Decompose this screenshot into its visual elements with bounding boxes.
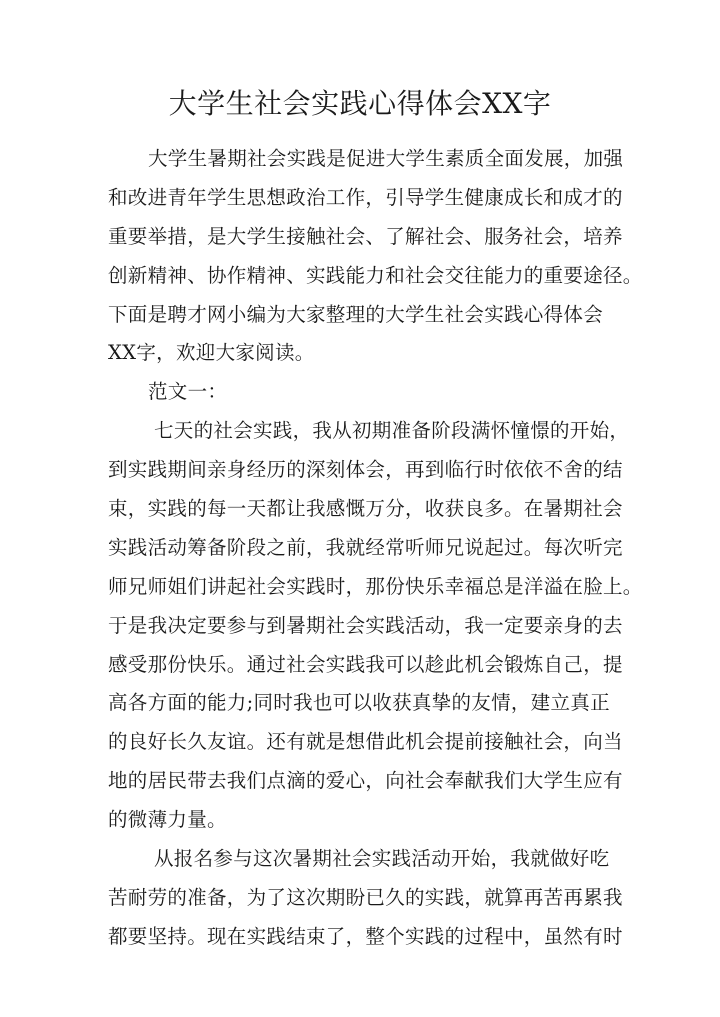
paragraph-line: 从报名参与这次暑期社会实践活动开始，我就做好吃 (154, 847, 610, 871)
paragraph-line: 地的居民带去我们点滴的爱心，向社会奉献我们大学生应有 (108, 769, 623, 793)
paragraph-line: 和改进青年学生思想政治工作，引导学生健康成长和成才的 (108, 185, 623, 209)
paragraph-line: 于是我决定要参与到暑期社会实践活动，我一定要亲身的去 (108, 613, 623, 637)
paragraph-line: 七天的社会实践，我从初期准备阶段满怀憧憬的开始， (154, 419, 630, 443)
paragraph-line: 的良好长久友谊。还有就是想借此机会提前接触社会，向当 (108, 730, 623, 754)
document-body (108, 140, 643, 957)
paragraph-line: 到实践期间亲身经历的深刻体会，再到临行时依依不舍的结 (108, 458, 623, 482)
paragraph-line: 束，实践的每一天都让我感慨万分，收获良多。在暑期社会 (108, 497, 623, 521)
paragraph-line: 的微薄力量。 (108, 808, 227, 832)
paragraph-line: 重要举措，是大学生接触社会、了解社会、服务社会，培养 (108, 224, 623, 248)
section-heading: 范文一： (148, 380, 228, 404)
paragraph-line: XX字，欢迎大家阅读。 (108, 341, 315, 365)
paragraph-line: 高各方面的能力;同时我也可以收获真挚的友情，建立真正 (108, 691, 610, 715)
paragraph-line: 大学生暑期社会实践是促进大学生素质全面发展，加强 (148, 147, 624, 170)
document-title: 大学生社会实践心得体会XX字 (168, 87, 552, 120)
paragraph-line: 师兄师姐们讲起社会实践时，那份快乐幸福总是洋溢在脸上。 (108, 574, 643, 598)
paragraph-line: 都要坚持。现在实践结束了，整个实践的过程中，虽然有时 (108, 924, 623, 948)
paragraph-line: 创新精神、协作精神、实践能力和社会交往能力的重要途径。 (108, 263, 643, 287)
paragraph-line: 苦耐劳的准备，为了这次期盼已久的实践，就算再苦再累我 (108, 885, 623, 909)
paragraph-line: 下面是聘才网小编为大家整理的大学生社会实践心得体会 (108, 302, 604, 326)
paragraph-line: 实践活动筹备阶段之前，我就经常听师兄说起过。每次听完 (108, 535, 623, 559)
paragraph-line: 感受那份快乐。通过社会实践我可以趁此机会锻炼自己，提 (108, 652, 623, 676)
